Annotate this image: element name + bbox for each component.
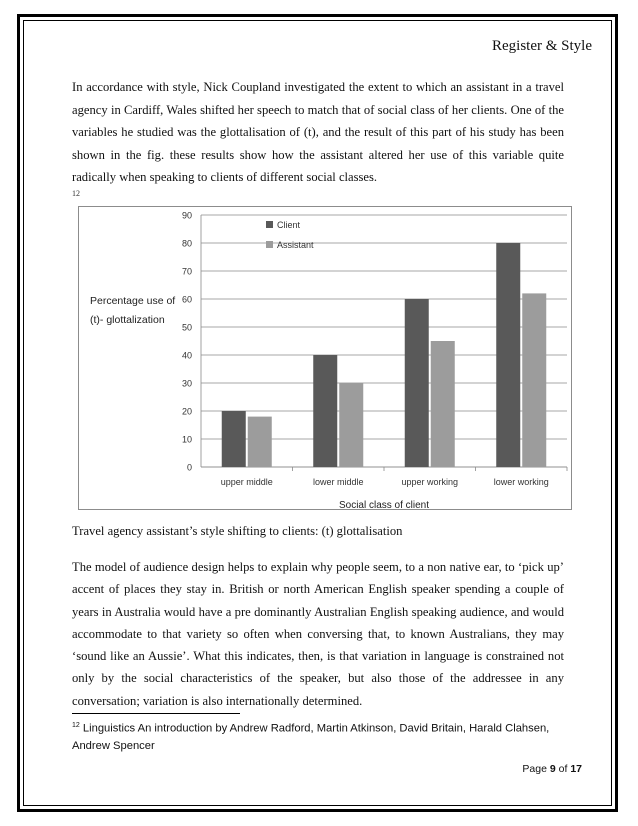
y-axis-title: Percentage use of [90, 295, 176, 307]
y-axis-title: (t)- glottalization [90, 314, 165, 326]
y-tick-label: 20 [181, 406, 192, 417]
page-current: 9 [549, 763, 556, 775]
y-tick-label: 0 [186, 462, 192, 473]
intro-line: shown in the fig. these results show how the assistant altered her use of this variable quite [72, 147, 564, 162]
footnote-divider [72, 713, 240, 714]
bar-assistant-lower-middle [339, 383, 363, 467]
page-label: Page [522, 763, 550, 775]
y-tick-label: 90 [181, 210, 192, 221]
x-tick-label: lower working [493, 477, 549, 487]
y-tick-label: 60 [181, 294, 192, 305]
paragraph-line: conversation; variation is also internationally determined. [72, 693, 363, 708]
legend-label-client: Client [277, 220, 301, 230]
footnote [72, 717, 552, 755]
bar-client-lower-middle [313, 355, 337, 467]
intro-line: variables he studied was the glottalisation of (t), and the result of this part of his study has been [72, 125, 564, 139]
x-axis-title: Social class of client [338, 500, 430, 511]
intro-paragraph [72, 76, 564, 189]
x-tick-label: lower middle [312, 477, 364, 487]
legend-label-assistant: Assistant [277, 240, 314, 250]
x-tick-label: upper working [401, 477, 459, 487]
legend-swatch-client [266, 221, 273, 228]
figure-caption: Travel agency assistant’s style shifting to clients: (t) glottalisation [72, 524, 403, 538]
intro-line: agency in Cardiff, Wales shifted her speech to match that of social class of her clients. One of the [72, 102, 564, 117]
page-of-label: of [555, 763, 571, 775]
page-total: 17 [570, 763, 582, 775]
header-title: Register & Style [492, 38, 592, 54]
paragraph-line: ‘sound like an Aussie’. What this indicates, then, is that variation in language is constrained not [72, 649, 564, 664]
legend-swatch-assistant [266, 241, 273, 248]
y-tick-label: 30 [181, 378, 192, 389]
paragraph-line: only by the social characteristics of the speaker, but also those of the addressee in any [72, 671, 564, 686]
paragraph-line: The model of audience design helps to explain why people seem, to a non native ear, to ‘pick up’ [72, 560, 564, 574]
y-tick-label: 40 [181, 350, 192, 361]
bar-client-upper-working [405, 299, 429, 467]
intro-line: radically when speaking to clients of different social classes. [72, 170, 378, 184]
paragraph-line: accent of places they stay in. British or north American English speaker spending a couple of [72, 582, 564, 597]
paragraph-line: years in Australia would have a pre dominantly Australian English speaking audience, and would [72, 604, 564, 619]
bar-assistant-upper-middle [248, 417, 272, 467]
bar-assistant-upper-working [431, 341, 455, 467]
y-tick-label: 70 [181, 266, 192, 277]
chart-frame [78, 206, 572, 510]
bar-chart [79, 207, 573, 511]
y-tick-label: 10 [181, 434, 192, 445]
intro-line: In accordance with style, Nick Coupland investigated the extent to which an assistant in a travel [72, 80, 564, 94]
page-number [522, 763, 582, 775]
footnote-reference: 12 [72, 189, 80, 198]
y-tick-label: 50 [181, 322, 192, 333]
x-tick-label: upper middle [220, 477, 273, 487]
footnote-number: 12 [72, 722, 80, 729]
bar-assistant-lower-working [522, 293, 546, 467]
audience-design-paragraph [72, 556, 564, 712]
y-tick-label: 80 [181, 238, 192, 249]
paragraph-line: accommodate to that variety so often when conversing that, to known Australians, they may [72, 626, 564, 641]
bar-client-upper-middle [222, 411, 246, 467]
bar-client-lower-working [496, 243, 520, 467]
footnote-text: Linguistics An introduction by Andrew Radford, Martin Atkinson, David Britain, Harald Clahsen, Andrew Spencer [72, 722, 550, 752]
